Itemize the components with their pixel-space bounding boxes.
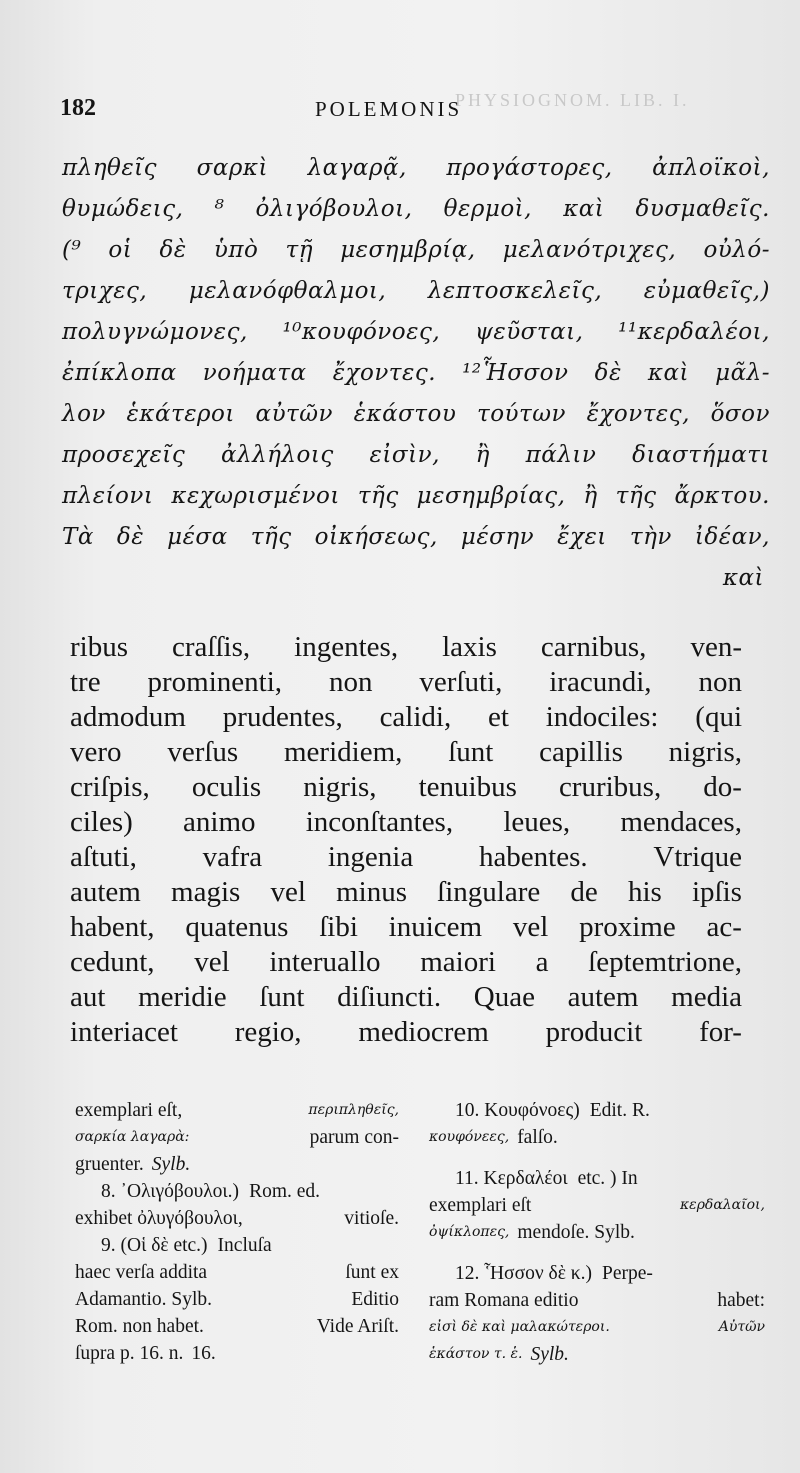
word: λεπτοσκελεῖς, (427, 278, 603, 304)
footnote-text: ἑκάστον τ. ἑ. (429, 1346, 523, 1362)
greek-line (62, 435, 770, 476)
word: media (671, 981, 742, 1013)
word: ſunt (259, 981, 305, 1013)
footnote-text: 8. ᾿Ολιγόβουλοι.) (101, 1181, 240, 1202)
word: vel (194, 946, 230, 978)
word: oculis (191, 771, 262, 803)
word: tenuibus (418, 771, 517, 803)
latin-line (70, 875, 742, 910)
word: meridie (138, 981, 227, 1013)
word: diſiuncti. (337, 981, 442, 1013)
word: verſus (167, 736, 239, 768)
word: quatenus (185, 911, 289, 943)
footnote-line (429, 1314, 765, 1341)
word: μεσημβρίᾳ, (340, 237, 476, 263)
word: animo (183, 806, 256, 838)
latin-line (70, 665, 742, 700)
latin-line (70, 945, 742, 980)
word: εἰσὶν, (369, 442, 440, 468)
greek-line (62, 271, 770, 312)
footnote-line (75, 1097, 399, 1124)
latin-line (70, 1015, 742, 1050)
footnote-text: Editio (351, 1289, 399, 1310)
spacer (429, 1151, 765, 1165)
word: οὐλό- (703, 237, 770, 263)
word: ven- (690, 631, 742, 663)
word: πλείονι (62, 483, 154, 509)
word: interuallo (269, 946, 381, 978)
word: ingentes, (294, 631, 399, 663)
footnote-line (75, 1340, 399, 1367)
word: ἔχοντες, (586, 401, 690, 427)
footnote-text: 10. Κουφόνοες) (455, 1100, 580, 1121)
footnote-text: 9. (Οἱ δὲ etc.) (101, 1235, 208, 1256)
word: ciles) (70, 806, 133, 838)
footnote-text: Incluſa (217, 1235, 272, 1256)
latin-line (70, 700, 742, 735)
word: indociles: (545, 701, 659, 733)
footnote-line (75, 1205, 399, 1232)
word: μεσημβρίας, (416, 483, 566, 509)
word: δυσμαθεῖς. (635, 196, 770, 222)
word: προγάστορες, (446, 155, 613, 181)
footnote-text: exhibet ὀλυγόβουλοι, (75, 1208, 243, 1229)
word: τὴν (629, 524, 672, 550)
word: θυμώδεις, (62, 196, 184, 222)
word: nigris, (303, 771, 377, 803)
word: non (328, 666, 373, 698)
page-header (60, 95, 760, 125)
word: tre (70, 666, 101, 698)
latin-line (70, 630, 742, 665)
footnote-text: vitioſe. (344, 1208, 399, 1229)
footnote-line (429, 1192, 765, 1219)
word: καὶ (647, 360, 690, 386)
word: καὶ (563, 196, 605, 222)
word: μέσα (167, 524, 228, 550)
footnote-line (75, 1313, 399, 1340)
greek-line (62, 517, 770, 558)
word: calidi, (379, 701, 452, 733)
word: ἔχει (557, 524, 607, 550)
footnote-text: gruenter. (75, 1154, 144, 1175)
word: ἑκάτεροι (126, 401, 235, 427)
footnote-text: σαρκία λαγαρὰ: (75, 1129, 190, 1145)
footnote-line (429, 1124, 765, 1151)
word: λον (62, 401, 106, 427)
footnotes (75, 1097, 765, 1368)
word: cruribus, (558, 771, 662, 803)
word: αὐτῶν (255, 401, 334, 427)
footnote-line (75, 1232, 399, 1259)
footnote-text: κουφόνεες, (429, 1129, 510, 1145)
footnote-text: habet: (717, 1290, 765, 1311)
footnote-text: Αὐτῶν (718, 1319, 765, 1335)
word: προσεχεῖς (62, 442, 186, 468)
footnote-text: περιπληθεῖς, (308, 1102, 399, 1118)
word: criſpis, (70, 771, 150, 803)
word: laxis (442, 631, 497, 663)
word: τούτων (476, 401, 566, 427)
footnote-text: Rom. non habet. (75, 1316, 204, 1337)
word: non (698, 666, 742, 698)
spacer (429, 1246, 765, 1260)
word: mediocrem (358, 1016, 489, 1048)
greek-line (62, 189, 770, 230)
word: μᾶλ- (715, 360, 770, 386)
word: cedunt, (70, 946, 155, 978)
word: interiacet (70, 1016, 178, 1048)
footnote-text: Perpe- (601, 1263, 653, 1284)
latin-line (70, 735, 742, 770)
footnote-text: ſunt ex (345, 1262, 399, 1283)
greek-line (62, 394, 770, 435)
word: τριχες, (62, 278, 148, 304)
word: vero (70, 736, 122, 768)
word: verſuti, (419, 666, 503, 698)
word: regio, (234, 1016, 302, 1048)
footnote-text: Sylb. (530, 1344, 569, 1365)
greek-line (62, 476, 770, 517)
word: (⁹ (62, 237, 82, 263)
word: ἢ (583, 483, 598, 509)
word: νοήματα (202, 360, 307, 386)
latin-line (70, 840, 742, 875)
word: Τὰ (62, 524, 94, 550)
word: de (570, 876, 598, 908)
word: ἀπλοϊκοὶ, (652, 155, 770, 181)
word: θερμοὶ, (443, 196, 532, 222)
word: ¹⁰κουφόνοες, (282, 319, 441, 345)
word: ¹²Ἧσσον (462, 360, 569, 386)
word: μελανόφθαλμοι, (188, 278, 387, 304)
word: magis (171, 876, 241, 908)
word: prominenti, (147, 666, 283, 698)
footnote-line (75, 1286, 399, 1313)
word: ὅσον (710, 401, 770, 427)
word: ipſis (691, 876, 742, 908)
latin-line (70, 910, 742, 945)
word: κεχωρισμένοι (171, 483, 340, 509)
latin-line (70, 980, 742, 1015)
word: do- (703, 771, 742, 803)
word: craſſis, (172, 631, 251, 663)
word: capillis (539, 736, 623, 768)
word: τῆς (250, 524, 292, 550)
word: habentes. (478, 841, 588, 873)
word: λαγαρᾷ, (307, 155, 407, 181)
word: ingenia (327, 841, 414, 873)
footnote-text: etc. ) In (577, 1168, 638, 1189)
word: ſunt (448, 736, 494, 768)
word: admodum (70, 701, 186, 733)
bleed-through-text: PHYSIOGNOM. LIB. I. (455, 90, 690, 110)
footnote-text: 11. Κερδαλέοι (455, 1168, 568, 1189)
word: μέσην (460, 524, 535, 550)
footnote-text: ram Romana editio (429, 1290, 579, 1311)
word: δὲ (159, 237, 187, 263)
footnote-text: Rom. ed. (249, 1181, 321, 1202)
word: leues, (503, 806, 571, 838)
word: ὑπὸ (213, 237, 259, 263)
footnote-text: εἰσὶ δὲ καὶ μαλακώτεροι. (429, 1319, 610, 1335)
word: ἐπίκλοπα (62, 360, 177, 386)
word: ¹¹κερδαλέοι, (618, 319, 770, 345)
word: aut (70, 981, 106, 1013)
word: nigris, (668, 736, 742, 768)
footnote-text: Edit. R. (589, 1100, 650, 1121)
word: ἀλλήλοις (220, 442, 334, 468)
footnote-line (429, 1097, 765, 1124)
word: πληθεῖς (62, 155, 158, 181)
footnote-text: 16. (191, 1343, 216, 1364)
footnote-line (429, 1341, 765, 1368)
footnote-line (429, 1287, 765, 1314)
footnotes-right-column (429, 1097, 765, 1368)
word: τῆς (615, 483, 657, 509)
word: a (535, 946, 549, 978)
word: inuicem (388, 911, 483, 943)
catchword: καὶ (722, 565, 764, 591)
word: et (488, 701, 509, 733)
latin-line (70, 805, 742, 840)
latin-line (70, 770, 742, 805)
word: aſtuti, (70, 841, 137, 873)
word: τῆς (357, 483, 399, 509)
word: autem (70, 876, 141, 908)
footnote-line (75, 1259, 399, 1286)
footnote-line (75, 1151, 399, 1178)
word: his (627, 876, 662, 908)
word: ἔχοντες. (332, 360, 437, 386)
word: maiori (420, 946, 496, 978)
word: producit (545, 1016, 643, 1048)
footnote-text: Sylb. (151, 1154, 191, 1175)
word: ſibi (319, 911, 358, 943)
word: prudentes, (222, 701, 343, 733)
word: σαρκὶ (196, 155, 268, 181)
word: ἢ (475, 442, 490, 468)
word: ὀλιγόβουλοι, (255, 196, 413, 222)
word: for- (699, 1016, 742, 1048)
footnote-text: exemplari eſt, (75, 1100, 183, 1121)
footnote-text: 12. Ἧσσον δὲ κ.) (455, 1263, 592, 1284)
word: Quae (473, 981, 535, 1013)
word: διαστήματι (632, 442, 770, 468)
word: minus (336, 876, 407, 908)
word: vafra (202, 841, 263, 873)
greek-line (62, 353, 770, 394)
word: mendaces, (620, 806, 742, 838)
word: ἄρκτου. (674, 483, 770, 509)
word: habent, (70, 911, 155, 943)
footnote-text: Adamantio. Sylb. (75, 1289, 213, 1310)
footnote-text: ὀψίκλοπες, (429, 1224, 510, 1240)
latin-text-block (70, 630, 742, 1050)
word: μελανότριχες, (502, 237, 677, 263)
word: Vtrique (653, 841, 742, 873)
footnotes-left-column (75, 1097, 399, 1368)
word: proxime (579, 911, 676, 943)
word: ribus (70, 631, 128, 663)
word: ac- (706, 911, 742, 943)
footnote-line (429, 1219, 765, 1246)
footnote-text: Vide Ariſt. (316, 1316, 399, 1337)
word: δὲ (594, 360, 622, 386)
word: inconſtantes, (305, 806, 454, 838)
footnote-line (429, 1260, 765, 1287)
running-head: POLEMONIS (315, 97, 463, 121)
word: οἰκήσεως, (314, 524, 438, 550)
footnote-text: haec verſa addita (75, 1262, 208, 1283)
footnote-text: mendoſe. Sylb. (517, 1222, 635, 1243)
word: ἑκάστου (353, 401, 457, 427)
footnote-text: falſo. (517, 1127, 558, 1148)
word: ψεῦσται, (474, 319, 584, 345)
greek-line (62, 148, 770, 189)
footnote-text: parum con- (309, 1127, 399, 1148)
greek-text-block (62, 148, 770, 599)
word: τῇ (285, 237, 313, 263)
footnote-text: ſupra p. 16. n. (75, 1343, 184, 1364)
word: εὐμαθεῖς,) (643, 278, 770, 304)
footnote-text: exemplari eſt (429, 1195, 532, 1216)
word: meridiem, (284, 736, 403, 768)
greek-line (62, 230, 770, 271)
word: iracundi, (549, 666, 652, 698)
word: (qui (695, 701, 742, 733)
word: vel (512, 911, 549, 943)
word: πάλιν (525, 442, 597, 468)
word: ἰδέαν, (694, 524, 770, 550)
word: ſeptemtrione, (588, 946, 742, 978)
footnote-line (75, 1124, 399, 1151)
footnote-text: κερδαλαῖοι, (680, 1197, 765, 1213)
word: ⁸ (214, 196, 225, 222)
word: οἱ (108, 237, 133, 263)
word: δὲ (116, 524, 145, 550)
page-number: 182 (60, 95, 96, 121)
greek-line (62, 312, 770, 353)
footnote-line (75, 1178, 399, 1205)
word: carnibus, (540, 631, 647, 663)
word: vel (270, 876, 306, 908)
word: ſingulare (437, 876, 541, 908)
footnote-line (429, 1165, 765, 1192)
word: πολυγνώμονες, (62, 319, 248, 345)
word: autem (567, 981, 639, 1013)
